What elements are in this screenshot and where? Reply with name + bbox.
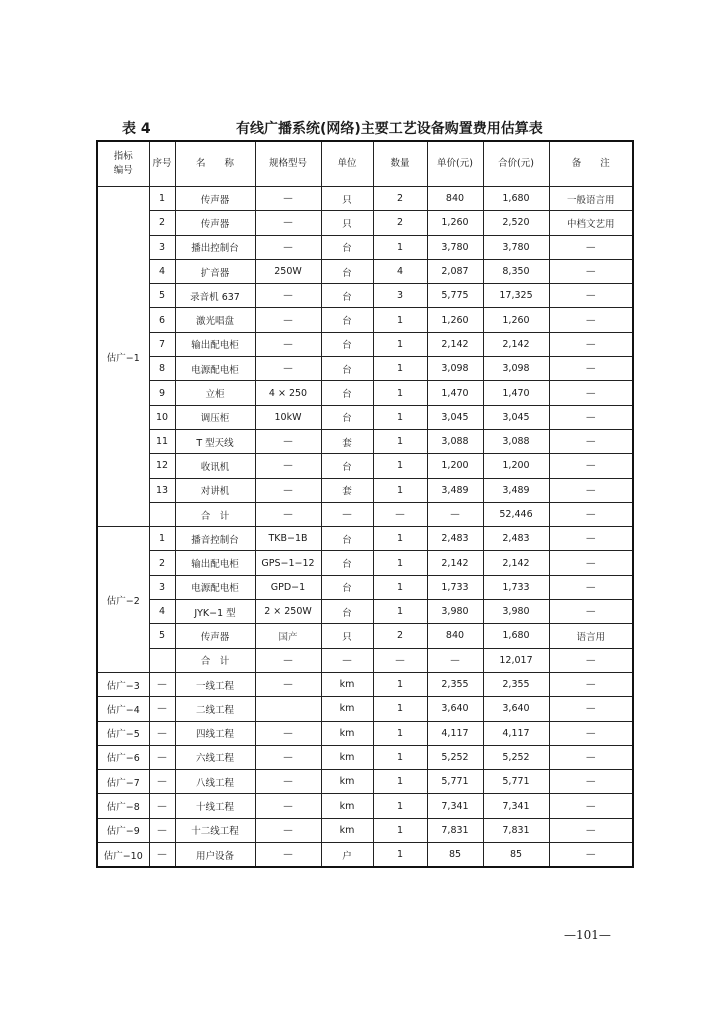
price-cell: 3,640 — [427, 697, 483, 721]
total-cell: 1,680 — [483, 624, 549, 648]
name-cell: 输出配电柜 — [175, 332, 255, 356]
table-row — [97, 721, 633, 745]
price-cell: 1,470 — [427, 381, 483, 405]
unit-cell: 套 — [321, 429, 373, 453]
total-cell: 1,680 — [483, 187, 549, 211]
name-cell: 电源配电柜 — [175, 575, 255, 599]
remark-cell: — — [549, 284, 633, 308]
total-cell: 3,980 — [483, 600, 549, 624]
remark-cell: — — [549, 357, 633, 381]
remark-cell: — — [549, 575, 633, 599]
total-cell: 3,098 — [483, 357, 549, 381]
unit-cell: 台 — [321, 284, 373, 308]
model-cell: TKB−1B — [255, 527, 321, 551]
table-row — [97, 551, 633, 575]
model-cell: — — [255, 843, 321, 868]
total-cell: 1,260 — [483, 308, 549, 332]
unit-cell: 台 — [321, 527, 373, 551]
price-cell: 2,142 — [427, 332, 483, 356]
table-row — [97, 259, 633, 283]
model-cell: — — [255, 332, 321, 356]
id-cell: 估广−4 — [97, 697, 149, 721]
table-row — [97, 575, 633, 599]
unit-cell: km — [321, 672, 373, 696]
subtotal-row — [97, 648, 633, 672]
qty-cell: 1 — [373, 381, 427, 405]
name-cell: 传声器 — [175, 624, 255, 648]
remark-cell: — — [549, 381, 633, 405]
remark-cell: — — [549, 454, 633, 478]
qty-cell: 1 — [373, 770, 427, 794]
remark-cell: — — [549, 527, 633, 551]
name-cell: 对讲机 — [175, 478, 255, 502]
header-id — [97, 141, 149, 187]
price-cell: 3,980 — [427, 600, 483, 624]
name-cell: 用户设备 — [175, 843, 255, 868]
table-body — [97, 187, 633, 868]
name-cell: 调压柜 — [175, 405, 255, 429]
seq-cell: — — [149, 770, 175, 794]
group-id-cell: 估广−2 — [97, 527, 149, 673]
seq-cell: 8 — [149, 357, 175, 381]
name-cell: 六线工程 — [175, 745, 255, 769]
header-id-line: 编号 — [113, 165, 133, 176]
model-cell: — — [255, 429, 321, 453]
page-number: —101— — [564, 928, 611, 942]
qty-cell: 2 — [373, 624, 427, 648]
model-cell: — — [255, 818, 321, 842]
seq-cell: 7 — [149, 332, 175, 356]
total-cell: 8,350 — [483, 259, 549, 283]
name-cell: 一线工程 — [175, 672, 255, 696]
table-row — [97, 745, 633, 769]
qty-cell: 2 — [373, 187, 427, 211]
seq-cell: 12 — [149, 454, 175, 478]
name-cell: 二线工程 — [175, 697, 255, 721]
model-cell: 4 × 250 — [255, 381, 321, 405]
total-cell: 5,252 — [483, 745, 549, 769]
model-cell: — — [255, 284, 321, 308]
remark-cell: — — [549, 672, 633, 696]
table-row — [97, 843, 633, 868]
table-row — [97, 624, 633, 648]
cost-estimate-table — [96, 140, 634, 868]
table-row — [97, 478, 633, 502]
id-cell: 估广−5 — [97, 721, 149, 745]
qty-cell: 1 — [373, 454, 427, 478]
header-name: 名 称 — [175, 141, 255, 187]
total-cell: 2,142 — [483, 551, 549, 575]
price-cell: 5,775 — [427, 284, 483, 308]
table-row — [97, 697, 633, 721]
price-cell: 5,252 — [427, 745, 483, 769]
seq-cell — [149, 648, 175, 672]
qty-cell: 1 — [373, 551, 427, 575]
seq-cell: — — [149, 672, 175, 696]
header-model: 规格型号 — [255, 141, 321, 187]
name-cell: 八线工程 — [175, 770, 255, 794]
total-cell: 2,355 — [483, 672, 549, 696]
id-cell: 估广−6 — [97, 745, 149, 769]
name-cell: 录音机 637 — [175, 284, 255, 308]
header-id-line: 指标 — [113, 151, 133, 162]
unit-cell: 台 — [321, 332, 373, 356]
model-cell: 2 × 250W — [255, 600, 321, 624]
unit-cell: 台 — [321, 259, 373, 283]
price-cell: 2,142 — [427, 551, 483, 575]
unit-cell: 套 — [321, 478, 373, 502]
qty-cell: 1 — [373, 478, 427, 502]
remark-cell: — — [549, 478, 633, 502]
id-cell: 估广−10 — [97, 843, 149, 868]
qty-cell: 1 — [373, 527, 427, 551]
id-cell: 估广−7 — [97, 770, 149, 794]
name-cell: 收讯机 — [175, 454, 255, 478]
total-cell: 3,640 — [483, 697, 549, 721]
total-cell: 2,483 — [483, 527, 549, 551]
price-cell: 3,489 — [427, 478, 483, 502]
unit-cell: 台 — [321, 575, 373, 599]
group-id-cell: 估广−1 — [97, 187, 149, 527]
price-cell: 1,260 — [427, 308, 483, 332]
price-cell: 4,117 — [427, 721, 483, 745]
header-total: 合价(元) — [483, 141, 549, 187]
table-row — [97, 527, 633, 551]
price-cell: 3,088 — [427, 429, 483, 453]
price-cell: — — [427, 502, 483, 526]
model-cell: — — [255, 478, 321, 502]
table-title: 有线广播系统(网络)主要工艺设备购置费用估算表 — [236, 121, 543, 137]
unit-cell: 台 — [321, 600, 373, 624]
name-cell: 播音控制台 — [175, 527, 255, 551]
qty-cell: 1 — [373, 357, 427, 381]
model-cell — [255, 697, 321, 721]
model-cell: — — [255, 745, 321, 769]
seq-cell: — — [149, 818, 175, 842]
unit-cell: 台 — [321, 381, 373, 405]
remark-cell: — — [549, 429, 633, 453]
price-cell: 7,341 — [427, 794, 483, 818]
name-cell: 激光唱盘 — [175, 308, 255, 332]
qty-cell: 1 — [373, 308, 427, 332]
seq-cell — [149, 502, 175, 526]
price-cell: 840 — [427, 187, 483, 211]
id-cell: 估广−8 — [97, 794, 149, 818]
seq-cell: 5 — [149, 624, 175, 648]
table-row — [97, 429, 633, 453]
qty-cell: 1 — [373, 745, 427, 769]
total-cell: 4,117 — [483, 721, 549, 745]
model-cell: 10kW — [255, 405, 321, 429]
seq-cell: 11 — [149, 429, 175, 453]
model-cell: — — [255, 454, 321, 478]
model-cell: — — [255, 502, 321, 526]
model-cell: — — [255, 235, 321, 259]
total-cell: 3,088 — [483, 429, 549, 453]
subtotal-row — [97, 502, 633, 526]
remark-cell: — — [549, 405, 633, 429]
subtotal-label-cell: 合 计 — [175, 648, 255, 672]
header-remark: 备 注 — [549, 141, 633, 187]
price-cell: 1,200 — [427, 454, 483, 478]
total-cell: 85 — [483, 843, 549, 868]
price-cell: 5,771 — [427, 770, 483, 794]
unit-cell: — — [321, 502, 373, 526]
unit-cell: km — [321, 794, 373, 818]
model-cell: — — [255, 187, 321, 211]
title-row — [96, 118, 632, 138]
price-cell: — — [427, 648, 483, 672]
subtotal-label-cell: 合 计 — [175, 502, 255, 526]
total-cell: 1,470 — [483, 381, 549, 405]
remark-cell: — — [549, 770, 633, 794]
total-cell: 2,142 — [483, 332, 549, 356]
name-cell: 十线工程 — [175, 794, 255, 818]
name-cell: 立柜 — [175, 381, 255, 405]
qty-cell: 1 — [373, 600, 427, 624]
total-cell: 1,200 — [483, 454, 549, 478]
remark-cell: — — [549, 308, 633, 332]
remark-cell: — — [549, 843, 633, 868]
table-row — [97, 357, 633, 381]
unit-cell: km — [321, 770, 373, 794]
total-cell: 52,446 — [483, 502, 549, 526]
price-cell: 3,045 — [427, 405, 483, 429]
seq-cell: 3 — [149, 575, 175, 599]
name-cell: 十二线工程 — [175, 818, 255, 842]
remark-cell: 一般语言用 — [549, 187, 633, 211]
seq-cell: 9 — [149, 381, 175, 405]
seq-cell: 2 — [149, 551, 175, 575]
total-cell: 3,489 — [483, 478, 549, 502]
table-row — [97, 770, 633, 794]
total-cell: 3,045 — [483, 405, 549, 429]
total-cell: 5,771 — [483, 770, 549, 794]
name-cell: 播出控制台 — [175, 235, 255, 259]
table-row — [97, 332, 633, 356]
total-cell: 3,780 — [483, 235, 549, 259]
table-row — [97, 308, 633, 332]
table-row — [97, 454, 633, 478]
table-row — [97, 235, 633, 259]
unit-cell: 只 — [321, 187, 373, 211]
model-cell: — — [255, 308, 321, 332]
qty-cell: 1 — [373, 332, 427, 356]
model-cell: — — [255, 357, 321, 381]
id-cell: 估广−9 — [97, 818, 149, 842]
remark-cell: — — [549, 818, 633, 842]
qty-cell: 1 — [373, 235, 427, 259]
name-cell: JYK−1 型 — [175, 600, 255, 624]
total-cell: 7,831 — [483, 818, 549, 842]
unit-cell: km — [321, 697, 373, 721]
unit-cell: 台 — [321, 551, 373, 575]
unit-cell: 台 — [321, 308, 373, 332]
remark-cell: — — [549, 259, 633, 283]
model-cell: — — [255, 794, 321, 818]
model-cell: 国产 — [255, 624, 321, 648]
model-cell: — — [255, 721, 321, 745]
name-cell: 电源配电柜 — [175, 357, 255, 381]
seq-cell: 2 — [149, 211, 175, 235]
name-cell: 扩音器 — [175, 259, 255, 283]
seq-cell: 4 — [149, 600, 175, 624]
id-cell: 估广−3 — [97, 672, 149, 696]
name-cell: 传声器 — [175, 187, 255, 211]
price-cell: 85 — [427, 843, 483, 868]
remark-cell: — — [549, 697, 633, 721]
seq-cell: 1 — [149, 187, 175, 211]
remark-cell: — — [549, 600, 633, 624]
total-cell: 7,341 — [483, 794, 549, 818]
unit-cell: km — [321, 721, 373, 745]
total-cell: 12,017 — [483, 648, 549, 672]
seq-cell: — — [149, 794, 175, 818]
qty-cell: 1 — [373, 794, 427, 818]
price-cell: 7,831 — [427, 818, 483, 842]
model-cell: — — [255, 770, 321, 794]
header-qty: 数量 — [373, 141, 427, 187]
table-row — [97, 818, 633, 842]
remark-cell: — — [549, 235, 633, 259]
unit-cell: 只 — [321, 211, 373, 235]
qty-cell: 1 — [373, 697, 427, 721]
seq-cell: — — [149, 721, 175, 745]
header-unit: 单位 — [321, 141, 373, 187]
unit-cell: 台 — [321, 235, 373, 259]
seq-cell: 1 — [149, 527, 175, 551]
seq-cell: 3 — [149, 235, 175, 259]
name-cell: 四线工程 — [175, 721, 255, 745]
remark-cell: — — [549, 502, 633, 526]
seq-cell: 10 — [149, 405, 175, 429]
table-row — [97, 381, 633, 405]
model-cell: — — [255, 672, 321, 696]
header-seq: 序号 — [149, 141, 175, 187]
seq-cell: 13 — [149, 478, 175, 502]
price-cell: 3,098 — [427, 357, 483, 381]
total-cell: 17,325 — [483, 284, 549, 308]
remark-cell: — — [549, 551, 633, 575]
unit-cell: 台 — [321, 357, 373, 381]
model-cell: GPS−1−12 — [255, 551, 321, 575]
model-cell: — — [255, 211, 321, 235]
name-cell: 输出配电柜 — [175, 551, 255, 575]
total-cell: 2,520 — [483, 211, 549, 235]
model-cell: 250W — [255, 259, 321, 283]
unit-cell: km — [321, 745, 373, 769]
qty-cell: 1 — [373, 818, 427, 842]
table-row — [97, 284, 633, 308]
price-cell: 3,780 — [427, 235, 483, 259]
table-label: 表 4 — [122, 121, 151, 137]
seq-cell: — — [149, 697, 175, 721]
table-row — [97, 187, 633, 211]
table-row — [97, 600, 633, 624]
remark-cell: — — [549, 721, 633, 745]
price-cell: 1,260 — [427, 211, 483, 235]
unit-cell: 台 — [321, 454, 373, 478]
price-cell: 2,355 — [427, 672, 483, 696]
seq-cell: 6 — [149, 308, 175, 332]
unit-cell: 只 — [321, 624, 373, 648]
qty-cell: 1 — [373, 843, 427, 868]
table-row — [97, 672, 633, 696]
remark-cell: — — [549, 745, 633, 769]
qty-cell: 1 — [373, 721, 427, 745]
price-cell: 2,087 — [427, 259, 483, 283]
qty-cell: 3 — [373, 284, 427, 308]
qty-cell: 1 — [373, 405, 427, 429]
qty-cell: 1 — [373, 672, 427, 696]
seq-cell: — — [149, 843, 175, 868]
model-cell: — — [255, 648, 321, 672]
unit-cell: km — [321, 818, 373, 842]
qty-cell: 2 — [373, 211, 427, 235]
header-price: 单价(元) — [427, 141, 483, 187]
seq-cell: 5 — [149, 284, 175, 308]
qty-cell: 1 — [373, 429, 427, 453]
seq-cell: — — [149, 745, 175, 769]
price-cell: 2,483 — [427, 527, 483, 551]
name-cell: 传声器 — [175, 211, 255, 235]
name-cell: T 型天线 — [175, 429, 255, 453]
unit-cell: 户 — [321, 843, 373, 868]
qty-cell: 4 — [373, 259, 427, 283]
remark-cell: — — [549, 794, 633, 818]
model-cell: GPD−1 — [255, 575, 321, 599]
total-cell: 1,733 — [483, 575, 549, 599]
seq-cell: 4 — [149, 259, 175, 283]
remark-cell: 中档文艺用 — [549, 211, 633, 235]
table-row — [97, 794, 633, 818]
qty-cell: 1 — [373, 575, 427, 599]
qty-cell: — — [373, 648, 427, 672]
remark-cell: 语言用 — [549, 624, 633, 648]
table-row — [97, 405, 633, 429]
remark-cell: — — [549, 332, 633, 356]
table-row — [97, 211, 633, 235]
remark-cell: — — [549, 648, 633, 672]
price-cell: 1,733 — [427, 575, 483, 599]
unit-cell: — — [321, 648, 373, 672]
price-cell: 840 — [427, 624, 483, 648]
table-header-row — [97, 141, 633, 187]
qty-cell: — — [373, 502, 427, 526]
unit-cell: 台 — [321, 405, 373, 429]
